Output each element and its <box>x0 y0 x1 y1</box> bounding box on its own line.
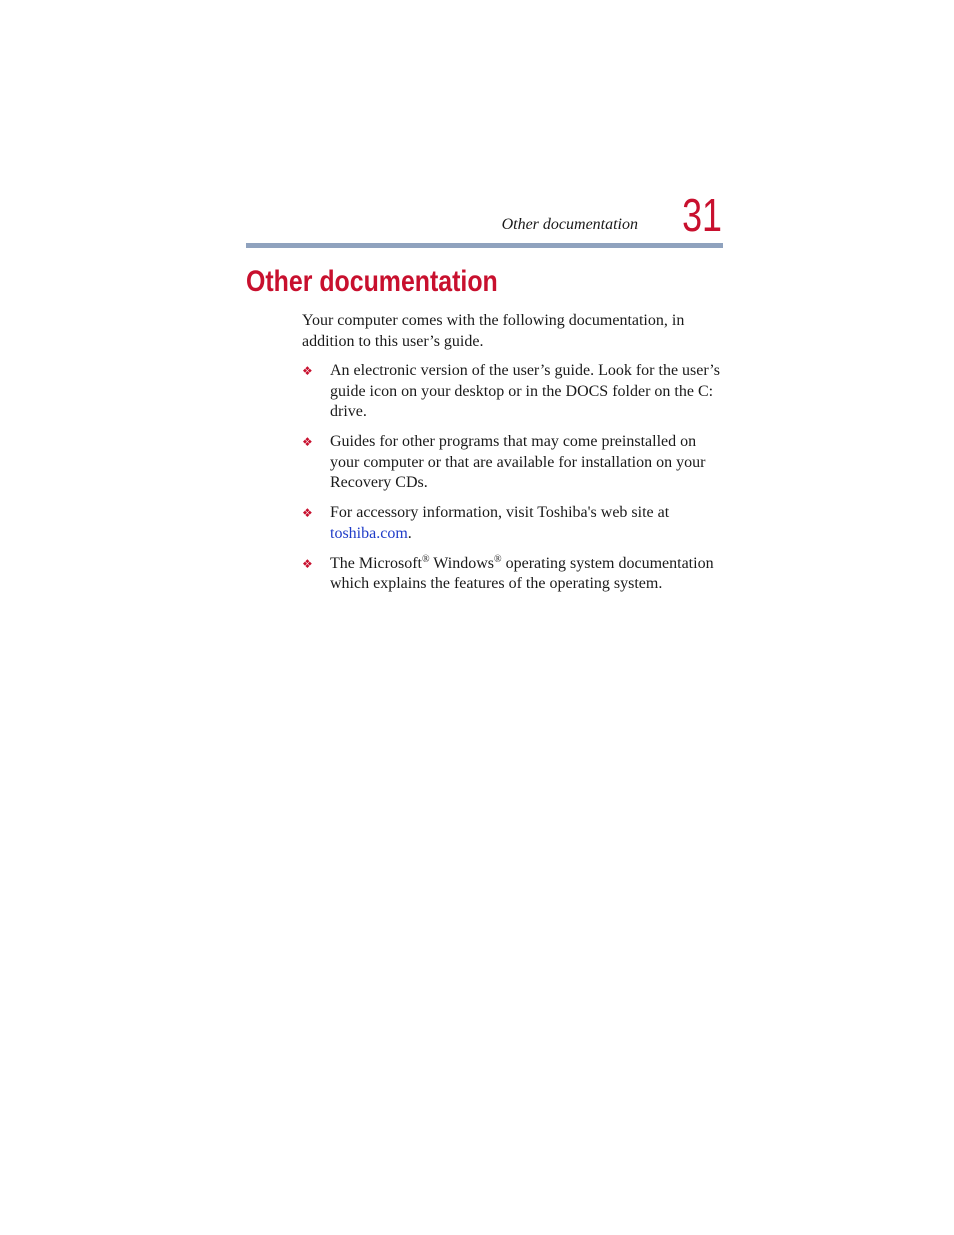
list-item-text: An electronic version of the user’s guide. Look for the user’s guide icon on your desktop or in the DOCS folder on the C: drive. <box>330 362 720 420</box>
diamond-bullet-icon: ❖ <box>302 506 313 520</box>
list-item-text: For accessory information, visit Toshiba's web site at <box>330 504 670 521</box>
section-title: Other documentation <box>246 265 498 298</box>
diamond-bullet-icon: ❖ <box>302 435 313 449</box>
list-item-text-windows: Windows <box>429 554 494 572</box>
list-item <box>302 361 723 423</box>
diamond-bullet-icon: ❖ <box>302 364 313 378</box>
page-number: 31 <box>682 189 722 241</box>
documentation-list <box>302 361 723 604</box>
running-head-title: Other documentation <box>501 216 638 233</box>
intro-paragraph: Your computer comes with the following documentation, in addition to this user’s guide. <box>302 312 685 350</box>
list-item <box>302 432 723 494</box>
header-rule <box>246 243 723 248</box>
list-item <box>302 554 723 595</box>
registered-mark: ® <box>494 553 502 565</box>
list-item-text-end: . <box>407 524 412 542</box>
registered-mark: ® <box>421 553 430 565</box>
list-item-text: Guides for other programs that may come preinstalled on your computer or that are available for installation on your Recovery CDs. <box>330 433 706 491</box>
diamond-bullet-icon: ❖ <box>302 556 313 571</box>
list-item <box>302 503 723 544</box>
list-item-text-microsoft: The Microsoft <box>330 554 422 572</box>
toshiba-link[interactable]: toshiba.com <box>330 524 408 542</box>
list-item-text-rest: operating system documentation which explains the features of the operating system. <box>330 554 714 592</box>
